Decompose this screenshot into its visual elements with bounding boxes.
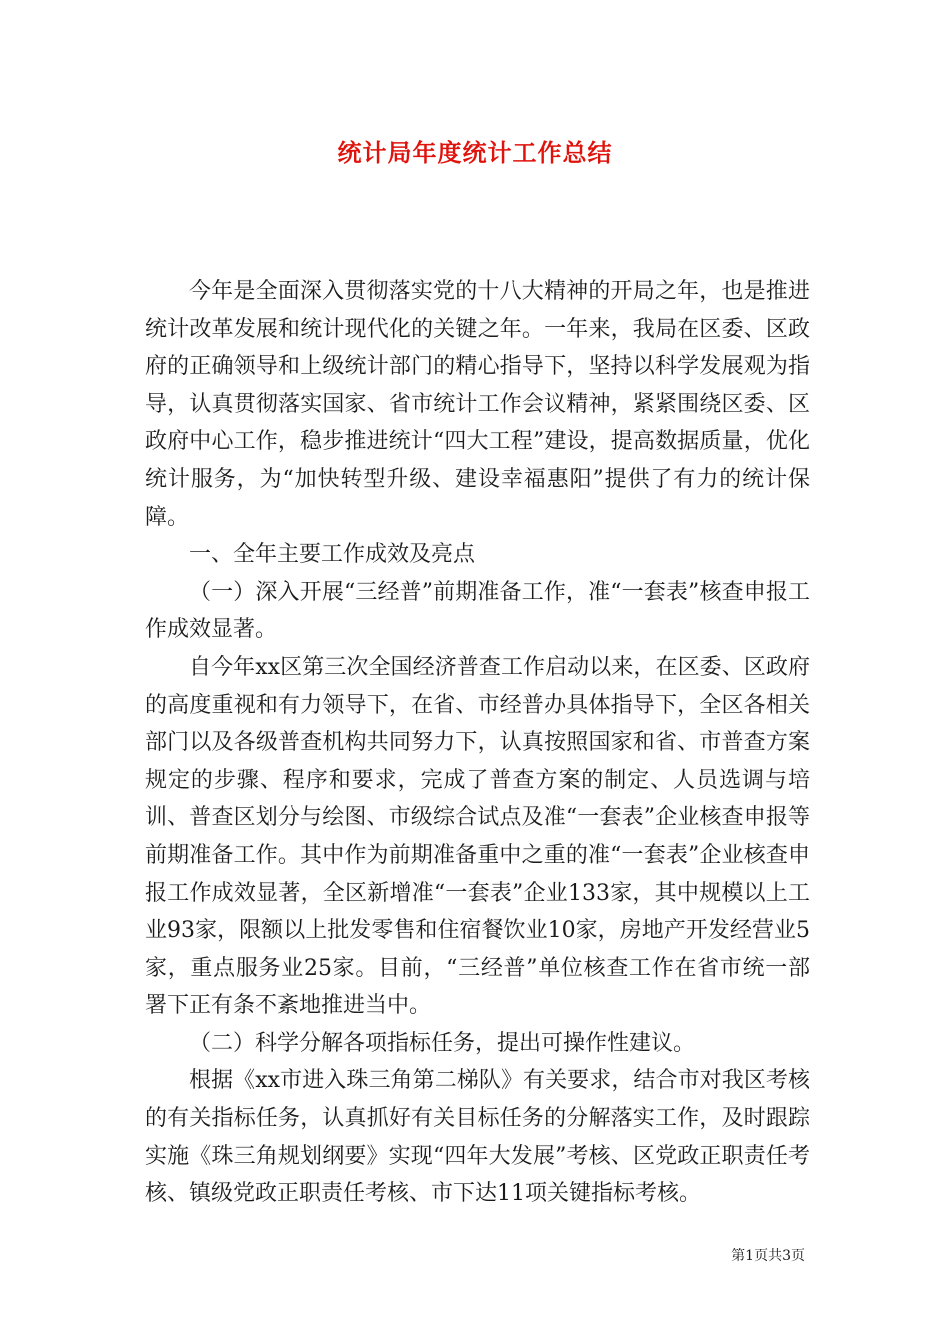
paragraph-targets: 根据《xx市进入珠三角第二梯队》有关要求，结合市对我区考核的有关指标任务，认真抓好有关目标任务的分解落实工作，及时跟踪实施《珠三角规划纲要》实现“四年大发展”考核、区党政正职责任考核、镇级党政正职责任考核、市下达11项关键指标考核。 xyxy=(145,1068,810,1207)
page-number: 第1页共3页 xyxy=(731,1248,805,1264)
paragraph-intro: 今年是全面深入贯彻落实党的十八大精神的开局之年，也是推进统计改革发展和统计现代化的关键之年。一年来，我局在区委、区政府的正确领导和上级统计部门的精心指导下，坚持以科学发展观为指导，认真贯彻落实国家、省市统计工作会议精神，紧紧围绕区委、区政府中心工作，稳步推进统计“四大工程”建设，提高数据质量，优化统计服务，为“加快转型升级、建设幸福惠阳”提供了有力的统计保障。 xyxy=(145,279,810,530)
paragraph-census: 自今年xx区第三次全国经济普查工作启动以来，在区委、区政府的高度重视和有力领导下，在省、市经普办具体指导下，全区各相关部门以及各级普查机构共同努力下，认真按照国家和省、市普查方案规定的步骤、程序和要求，完成了普查方案的制定、人员选调与培训、普查区划分与绘图、市级综合试点及准“一套表”企业核查申报等前期准备工作。其中作为前期准备重中之重的准“一套表”企业核查申报工作成效显著，全区新增准“一套表”企业133家，其中规模以上工业93家，限额以上批发零售和住宿餐饮业10家，房地产开发经营业5家，重点服务业25家。目前，“三经普”单位核查工作在省市统一部署下正有条不紊地推进当中。 xyxy=(145,654,810,1019)
document-body xyxy=(145,273,810,1213)
section-heading: 一、全年主要工作成效及亮点 xyxy=(189,542,476,568)
subsection-heading-1: （一）深入开展“三经普”前期准备工作，准“一套表”核查申报工作成效显著。 xyxy=(145,579,810,643)
subsection-heading-2: （二）科学分解各项指标任务，提出可操作性建议。 xyxy=(189,1030,696,1056)
document-title: 统计局年度统计工作总结 xyxy=(337,139,613,167)
